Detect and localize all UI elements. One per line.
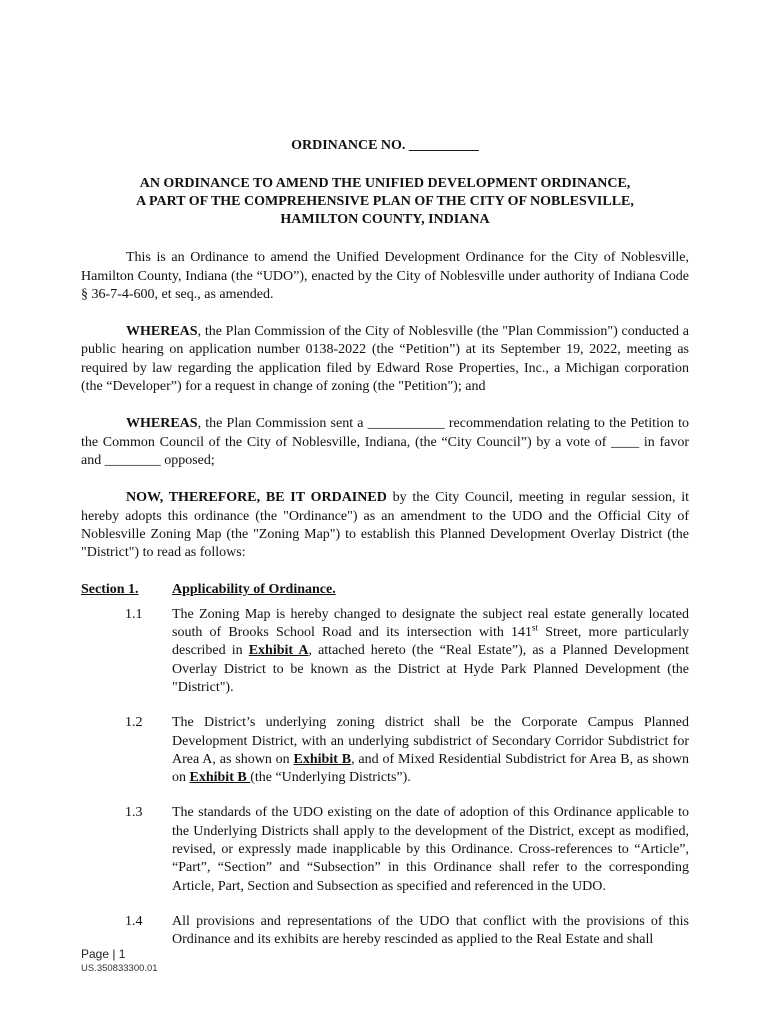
- whereas-text-1: , the Plan Commission of the City of Noblesville (the "Plan Commission") conducted a public hearing on application number 0138-2022 (the “Petition”) at its September 19, 2022, meeting as required by law regarding the application filed by Edward Rose Properties, Inc., a Michigan corporation (the “Developer”) for a request in change of zoning (the "Petition"); and: [81, 324, 689, 395]
- subsection-number: 1.4: [125, 913, 143, 929]
- subsection-number: 1.1: [125, 606, 143, 622]
- ordained-lead: NOW, THEREFORE, BE IT ORDAINED: [126, 490, 387, 506]
- subsection-text: The District’s underlying zoning district shall be the Corporate Campus Planned Development District, with an underlying subdistrict of Secondary Corridor Subdistrict for Area A, as shown on Exhibit B, and of Mixed Residential Subdistrict for Area B, as shown on Exhibit B (the “Underlying Districts”).: [172, 715, 689, 786]
- exhibit-a-reference: Exhibit A: [248, 643, 309, 659]
- ordinance-title: [81, 175, 689, 229]
- ordinal-suffix: st: [532, 622, 539, 633]
- subsection-text: The Zoning Map is hereby changed to designate the subject real estate generally located south of Brooks School Road and its intersection with 141st Street, more particularly described in Exhibit A, attached hereto (the “Real Estate”), as a Planned Development Overlay District to be known as the District at Hyde Park Planned Development (the "District").: [172, 606, 689, 695]
- subsection-number: 1.3: [125, 805, 143, 821]
- ordained-paragraph: [81, 489, 689, 562]
- title-line-3: HAMILTON COUNTY, INDIANA: [280, 212, 490, 228]
- subsection-text: The standards of the UDO existing on the date of adoption of this Ordinance applicable to the Underlying Districts shall apply to the development of the District, except as modified, revised, or expressly made inapplicable by this Ordinance. Cross-references to “Article”, “Part”, “Section” and “Subsection” in this Ordinance shall refer to the corresponding Article, Part, Section and Subsection as specified and referenced in the UDO.: [172, 805, 689, 894]
- page-number: Page | 1: [81, 947, 126, 961]
- subsection-text: All provisions and representations of the UDO that conflict with the provisions of this Ordinance and its exhibits are hereby rescinded as applied to the Real Estate and shall: [172, 913, 689, 948]
- title-line-1: AN ORDINANCE TO AMEND THE UNIFIED DEVELOPMENT ORDINANCE,: [139, 176, 631, 192]
- whereas-text-2: , the Plan Commission sent a ___________ recommendation relating to the Petition to the Common Council of the City of Noblesville, Indiana, (the “City Council”) by a vote of ____ in favor and ________ opposed;: [81, 416, 689, 468]
- ordained-text: by the City Council, meeting in regular session, it hereby adopts this ordinance (the "Ordinance") as an amendment to the UDO and the Official City of Noblesville Zoning Map (the "Zoning Map") to establish this Planned Development Overlay District (the "District") to read as follows:: [81, 490, 689, 561]
- subsection-1-4: [81, 913, 689, 950]
- section-title: Applicability of Ordinance.: [172, 582, 336, 598]
- exhibit-b-reference: Exhibit B: [293, 751, 352, 767]
- ordinance-number: ORDINANCE NO. __________: [291, 138, 479, 153]
- document-id: US.350833300.01: [81, 963, 158, 974]
- title-line-2: A PART OF THE COMPREHENSIVE PLAN OF THE CITY OF NOBLESVILLE,: [136, 194, 634, 210]
- subsection-number: 1.2: [125, 715, 143, 731]
- subsection-1-1: [81, 606, 689, 697]
- exhibit-b-reference: Exhibit B: [189, 770, 251, 786]
- whereas-lead-1: WHEREAS: [126, 324, 198, 340]
- intro-paragraph: This is an Ordinance to amend the Unified Development Ordinance for the City of Noblesville, Hamilton County, Indiana (the “UDO”), enacted by the City of Noblesville under authority of Indiana Code § 36-7-4-600, et seq., as amended.: [81, 250, 689, 302]
- subsection-1-2: [81, 714, 689, 787]
- whereas-lead-2: WHEREAS: [126, 416, 198, 432]
- section-number: Section 1.: [81, 582, 139, 598]
- document-body: [81, 137, 689, 967]
- section-1-heading: [81, 581, 689, 599]
- subsection-1-3: [81, 804, 689, 895]
- page-footer: [81, 947, 158, 974]
- whereas-paragraph-2: [81, 415, 689, 470]
- whereas-paragraph-1: [81, 323, 689, 396]
